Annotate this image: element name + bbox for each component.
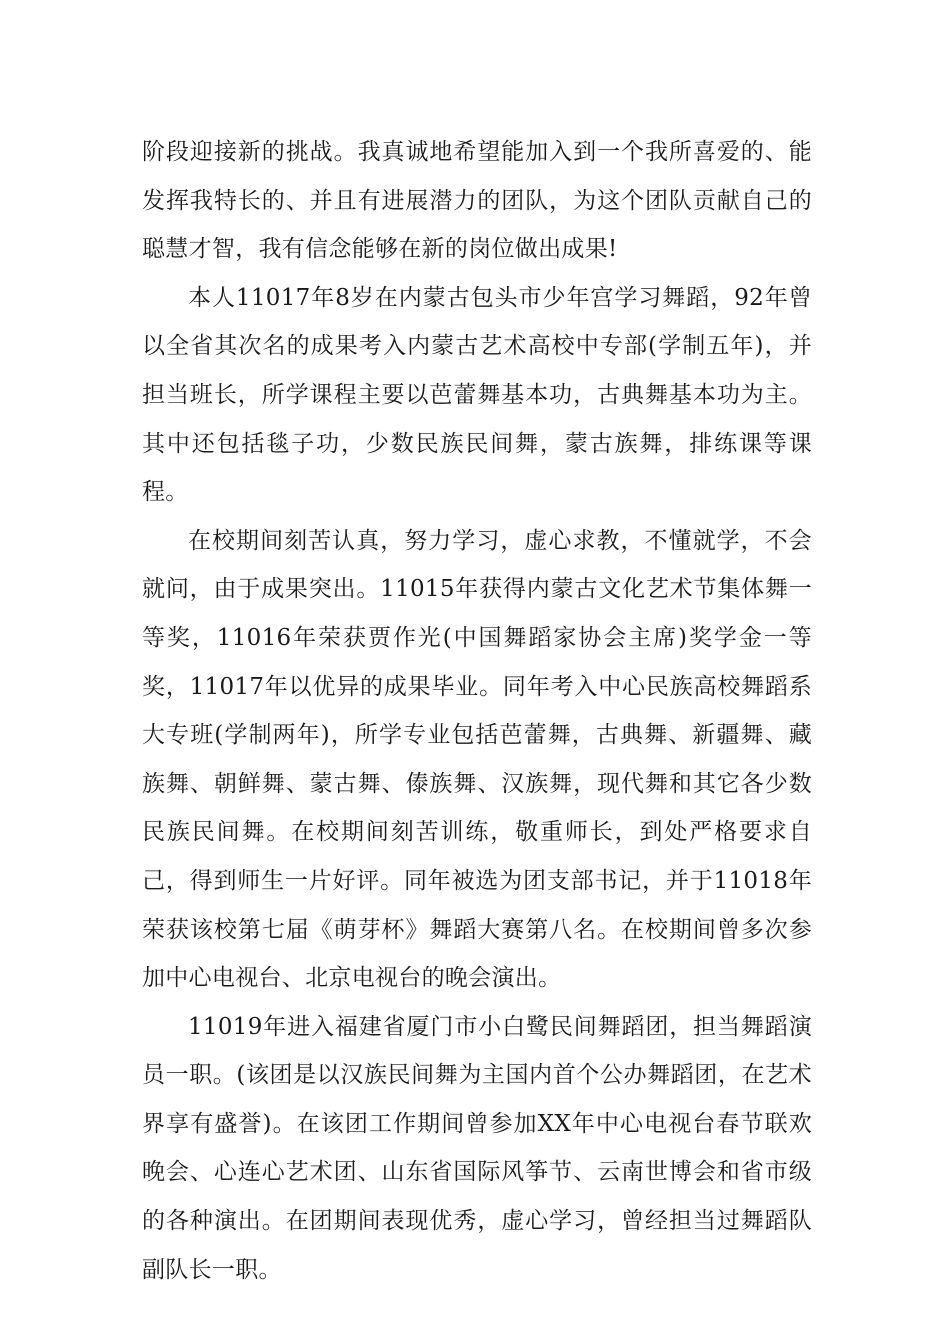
paragraph-dance-training: 本人11017年8岁在内蒙古包头市少年宫学习舞蹈，92年曾以全省其次名的成果考入内蒙古艺术高校中专部(学制五年)，并担当班长，所学课程主要以芭蕾舞基本功，古典舞基本功为主。其中还包括毯子功，少数民族民间舞，蒙古族舞，排练课等课程。: [142, 284, 812, 506]
paragraph-continuation: 阶段迎接新的挑战。我真诚地希望能加入到一个我所喜爱的、能发挥我特长的、并且有进展潜力的团队，为这个团队贡献自己的聪慧才智，我有信念能够在新的岗位做出成果!: [142, 139, 812, 263]
paragraph-work-experience: 11019年进入福建省厦门市小白鹭民间舞蹈团，担当舞蹈演员一职。(该团是以汉族民间舞为主国内首个公办舞蹈团，在艺术界享有盛誉)。在该团工作期间曾参加XX年中心电视台春节联欢晚会、心连心艺术团、山东省国际风筝节、云南世博会和省市级的各种演出。在团期间表现优秀，虚心学习，曾经担当过舞蹈队副队长一职。: [142, 1013, 812, 1283]
document-body: [142, 128, 812, 1294]
paragraph-school-achievements: 在校期间刻苦认真，努力学习，虚心求教，不懂就学，不会就问，由于成果突出。11015年获得内蒙古文化艺术节集体舞一等奖，11016年荣获贾作光(中国舞蹈家协会主席)奖学金一等奖，11017年以优异的成果毕业。同年考入中心民族高校舞蹈系大专班(学制两年)，所学专业包括芭蕾舞，古典舞、新疆舞、藏族舞、朝鲜舞、蒙古舞、傣族舞、汉族舞，现代舞和其它各少数民族民间舞。在校期间刻苦训练，敬重师长，到处严格要求自己，得到师生一片好评。同年被选为团支部书记，并于11018年荣获该校第七届《萌芽杯》舞蹈大赛第八名。在校期间曾多次参加中心电视台、北京电视台的晚会演出。: [142, 527, 812, 992]
